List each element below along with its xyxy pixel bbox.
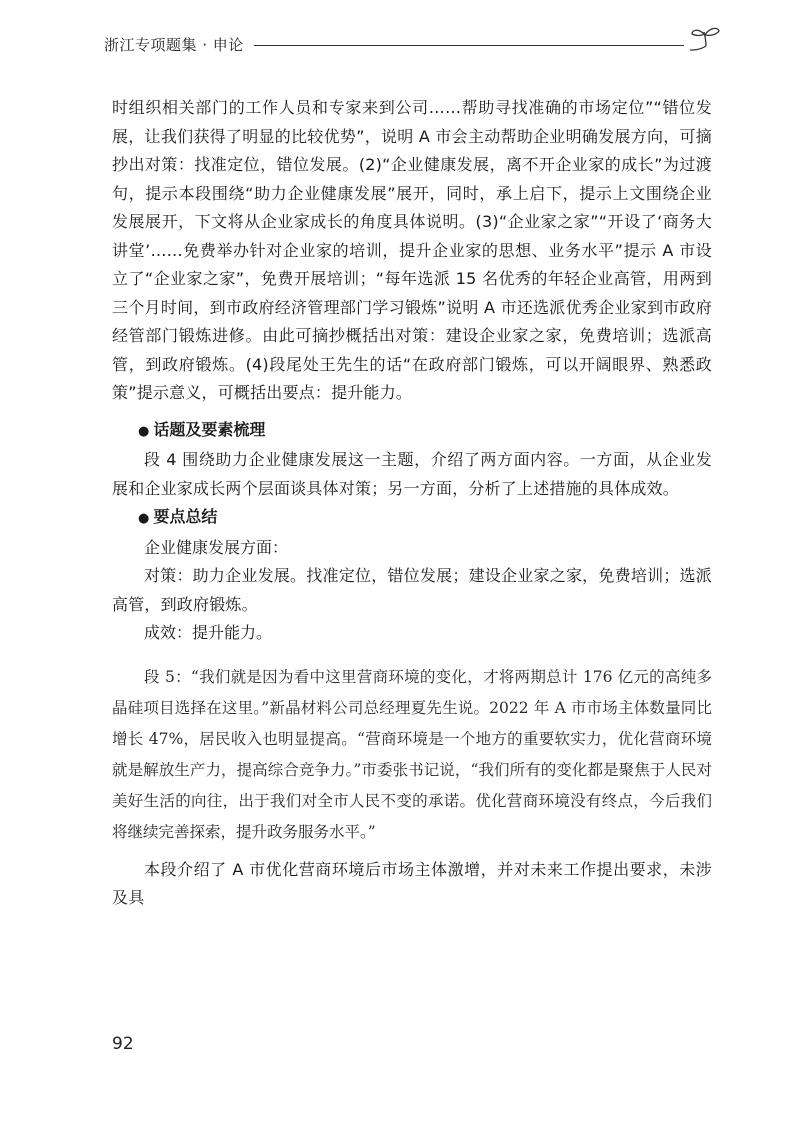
analysis-paragraph-1: 时组织相关部门的工作人员和专家来到公司……帮助寻找准确的市场定位”“错位发展，让我们获得了明显的比较优势”，说明 A 市会主动帮助企业明确发展方向，可摘抄出对策：找准定位，错位发展。(2)“企业健康发展，离不开企业家的成长”为过渡句，提示本段围绕“助力企业健康发展”展开，同时，承上启下，提示上文围绕企业发展展开，下文将从企业家成长的角度具体说明。(3)“企业家之家”“开设了‘商务大讲堂’……免费举办针对企业家的培训，提升企业家的思想、业务水平”提示 A 市设立了“企业家之家”，免费开展培训；“每年选派 15 名优秀的年轻企业高管，用两到三个月时间，到市政府经济管理部门学习锻炼”说明 A 市还选派优秀企业家到市政府经管部门锻炼进修。由此可摘抄概括出对策：建设企业家之家，免费培训；选派高管，到政府锻炼。(4)段尾处王先生的话“在政府部门锻炼，可以开阔眼界、熟悉政策”提示意义，可概括出要点：提升能力。 <box>112 98 712 402</box>
bullet-dot-icon: ● <box>138 511 150 526</box>
bullet-topic-elements <box>112 416 712 447</box>
page-body <box>112 94 712 913</box>
bullet-dot-icon: ● <box>138 423 150 439</box>
header-rule <box>254 45 684 46</box>
page-number: 92 <box>112 1034 134 1054</box>
analysis-paragraph-2: 段 4 围绕助力企业健康发展这一主题，介绍了两方面内容。一方面，从企业发展和企业家成长两个层面谈具体对策；另一方面，分析了上述措施的具体成效。 <box>112 450 712 498</box>
header-title: 浙江专项题集 · 申论 <box>104 36 244 54</box>
running-header <box>104 24 724 64</box>
summary-measures: 对策：助力企业发展。找准定位，错位发展；建设企业家之家，免费培训；选派高管，到政府锻炼。 <box>112 566 712 614</box>
bullet-summary-label: 要点总结 <box>153 507 218 526</box>
closing-paragraph: 本段介绍了 A 市优化营商环境后市场主体激增，并对未来工作提出要求，未涉及具 <box>112 859 712 907</box>
source-paragraph-5: 段 5：“我们就是因为看中这里营商环境的变化，才将两期总计 176 亿元的高纯多晶硅项目选择在这里。”新晶材料公司总经理夏先生说。2022 年 A 市市场主体数量同比增长 47%，居民收入也明显提高。“营商环境是一个地方的重要软实力，优化营商环境就是解放生产力，提高综合竞争力。”市委张书记说，“我们所有的变化都是聚焦于人民对美好生活的向往，出于我们对全市人民不变的承诺。优化营商环境没有终点，今后我们将继续完善探索，提升政务服务水平。” <box>112 667 712 841</box>
summary-heading: 企业健康发展方面： <box>144 537 289 557</box>
bullet-topic-label: 话题及要素梳理 <box>153 419 266 439</box>
sprout-icon <box>686 24 726 60</box>
bullet-summary <box>112 503 712 534</box>
summary-results: 成效：提升能力。 <box>144 623 273 642</box>
